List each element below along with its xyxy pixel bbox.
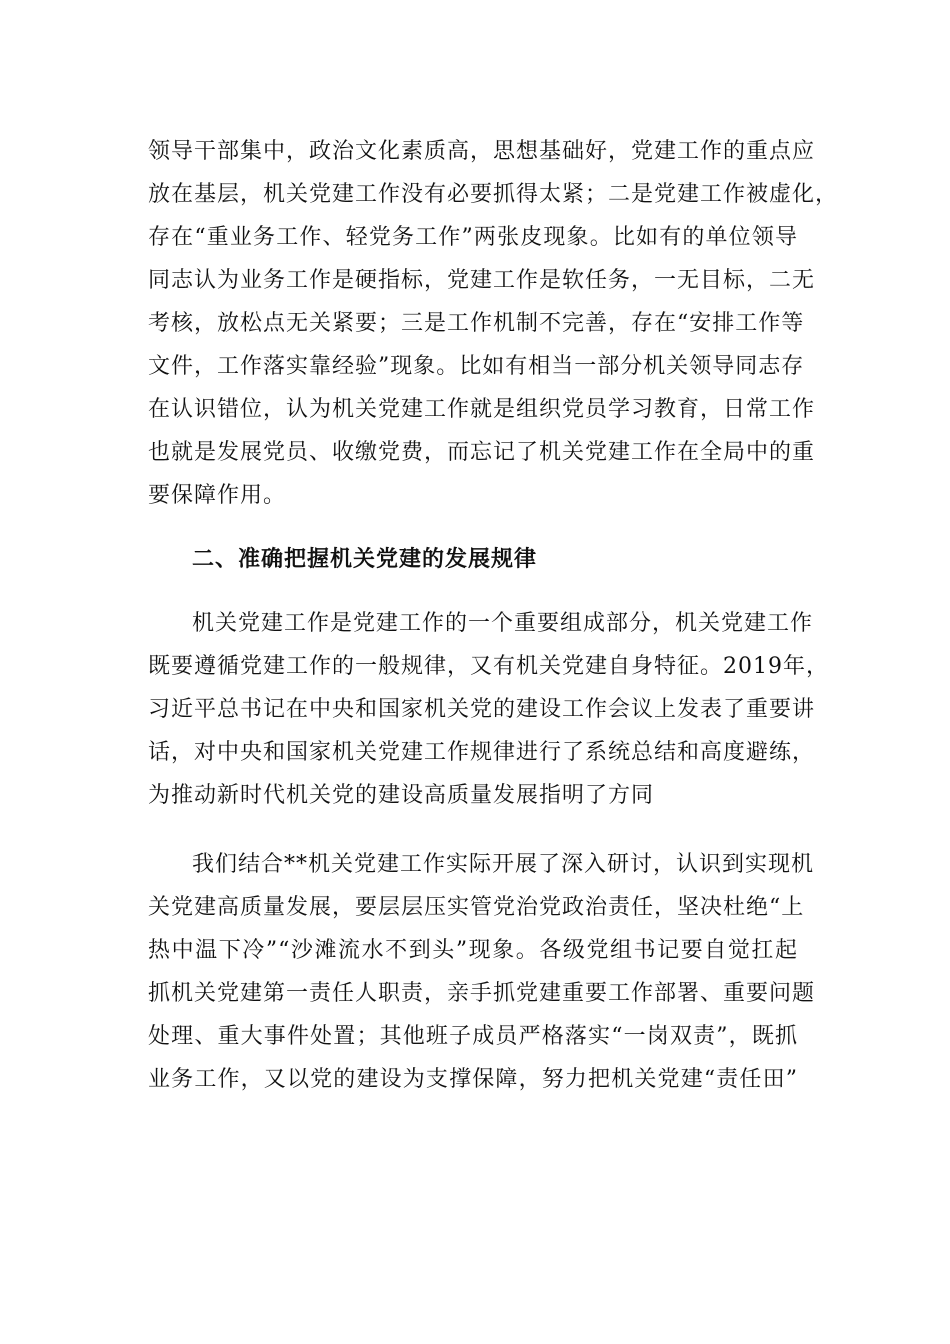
paragraph-line: 话，对中央和国家机关党建工作规律进行了系统总结和高度避练， <box>148 740 816 765</box>
paragraph-line: 热中温下冷”“沙滩流水不到头”现象。各级党组书记要自觉扛起 <box>148 938 798 963</box>
paragraph-line: 习近平总书记在中央和国家机关党的建设工作会议上发表了重要讲 <box>148 697 816 722</box>
paragraph-line: 我们结合**机关党建工作实际开展了深入研讨，认识到实现机 <box>192 852 815 877</box>
document-body <box>148 130 839 1101</box>
spacer <box>148 581 798 602</box>
paragraph-line: 为推动新时代机关党的建设高质量发展指明了方同 <box>148 783 655 808</box>
paragraph-line: 领导干部集中，政治文化素质高，思想基础好，党建工作的重点应 <box>148 139 816 164</box>
paragraph-line: 业务工作，又以党的建设为支撑保障，努力把机关党建“责任田” <box>148 1067 798 1092</box>
spacer <box>148 517 798 538</box>
paragraph-line: 考核，放松点无关紧要；三是工作机制不完善，存在“安排工作等 <box>148 311 805 336</box>
paragraph-line: 在认识错位，认为机关党建工作就是组织党员学习教育，日常工作 <box>148 397 816 422</box>
paragraph-line: 机关党建工作是党建工作的一个重要组成部分，机关党建工作 <box>192 611 814 636</box>
paragraph-1 <box>148 130 839 517</box>
paragraph-line: 放在基层，机关党建工作没有必要抓得太紧；二是党建工作被虚化， <box>148 182 839 207</box>
paragraph-line: 处理、重大事件处置；其他班子成员严格落实“一岗双责”，既抓 <box>148 1024 798 1049</box>
paragraph-line: 既要遵循党建工作的一般规律，又有机关党建自身特征。2019年， <box>148 654 829 679</box>
paragraph-2 <box>148 602 829 817</box>
paragraph-line: 存在“重业务工作、轻党务工作”两张皮现象。比如有的单位领导 <box>148 225 798 250</box>
paragraph-line: 文件，工作落实靠经验”现象。比如有相当一部分机关领导同志存 <box>148 354 805 379</box>
paragraph-3 <box>148 843 816 1101</box>
paragraph-line: 同志认为业务工作是硬指标，党建工作是软任务，一无目标，二无 <box>148 268 816 293</box>
paragraph-line: 要保障作用。 <box>148 483 287 508</box>
paragraph-line: 也就是发展党员、收缴党费，而忘记了机关党建工作在全局中的重 <box>148 440 816 465</box>
spacer <box>148 817 798 843</box>
paragraph-line: 关党建高质量发展，要层层压实管党治党政治责任，坚决杜绝“上 <box>148 895 805 920</box>
section-heading: 二、准确把握机关党建的发展规律 <box>192 547 538 572</box>
paragraph-line: 抓机关党建第一责任人职责，亲手抓党建重要工作部署、重要问题 <box>148 981 816 1006</box>
